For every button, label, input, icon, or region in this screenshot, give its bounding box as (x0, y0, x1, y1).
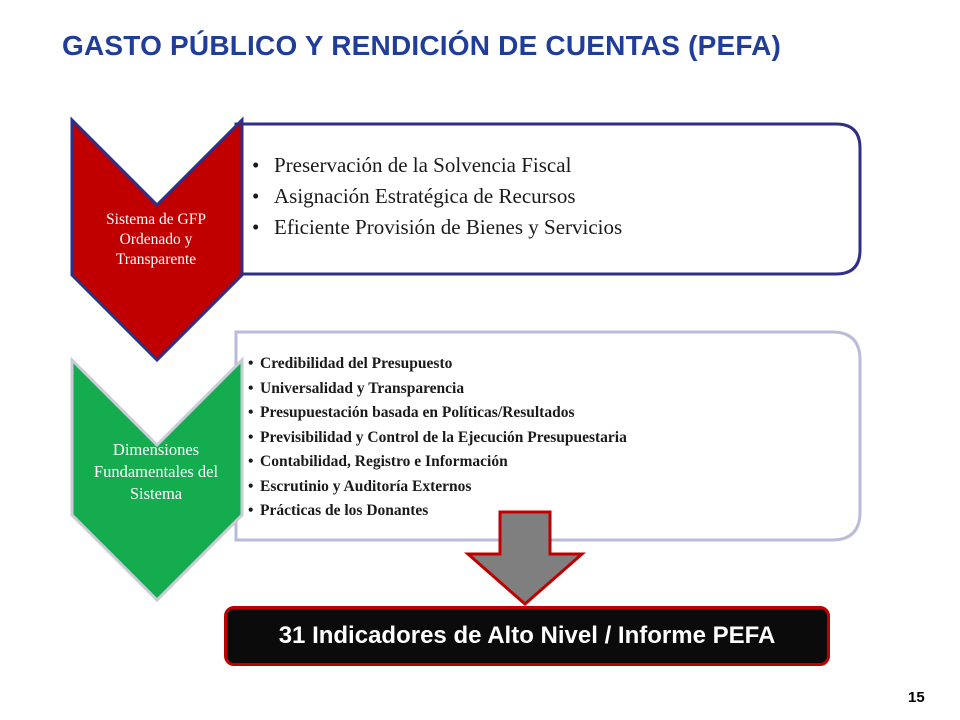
box-2-list (248, 352, 848, 524)
chevron-2-label: Dimensiones Fundamentales del Sistema (93, 440, 219, 503)
bullet-icon: • (248, 428, 254, 446)
bullet-icon: • (252, 153, 260, 177)
list-item (252, 212, 842, 243)
list-item (252, 181, 842, 212)
list-item (248, 426, 848, 451)
result-label: 31 Indicadores de Alto Nivel / Informe PEFA (278, 622, 776, 649)
bullet-icon: • (248, 453, 254, 470)
list-item (252, 150, 842, 181)
bullet-icon: • (248, 404, 254, 421)
bullet-icon: • (248, 355, 254, 372)
result-box (224, 606, 830, 666)
list-item-label: Previsibilidad y Control de la Ejecución Presupuestaria (260, 428, 627, 446)
list-item (248, 352, 848, 377)
list-item-label: Escrutinio y Auditoría Externos (260, 477, 472, 495)
list-item-label: Contabilidad, Registro e Información (260, 453, 508, 470)
page-title: GASTO PÚBLICO Y RENDICIÓN DE CUENTAS (PEFA) (62, 30, 782, 61)
chevron-1-label: Sistema de GFP Ordenado y Transparente (106, 211, 206, 268)
list-item-label: Preservación de la Solvencia Fiscal (274, 153, 572, 177)
list-item (248, 475, 848, 500)
list-item-label: Eficiente Provisión de Bienes y Servicios (274, 215, 623, 239)
bullet-icon: • (248, 477, 254, 495)
list-item-label: Prácticas de los Donantes (260, 502, 429, 519)
bullet-icon: • (252, 215, 260, 239)
list-item (248, 499, 848, 524)
box-1-list (252, 150, 842, 243)
bullet-icon: • (248, 502, 254, 519)
list-item-label: Credibilidad del Presupuesto (260, 355, 453, 372)
list-item-label: Presupuestación basada en Políticas/Resultados (260, 404, 575, 421)
bullet-icon: • (252, 184, 260, 208)
list-item-label: Asignación Estratégica de Recursos (274, 184, 576, 208)
list-item-label: Universalidad y Transparencia (260, 379, 465, 397)
list-item (248, 401, 848, 426)
page-number: 15 (908, 689, 925, 706)
bullet-icon: • (248, 379, 254, 397)
list-item (248, 450, 848, 475)
list-item (248, 377, 848, 402)
